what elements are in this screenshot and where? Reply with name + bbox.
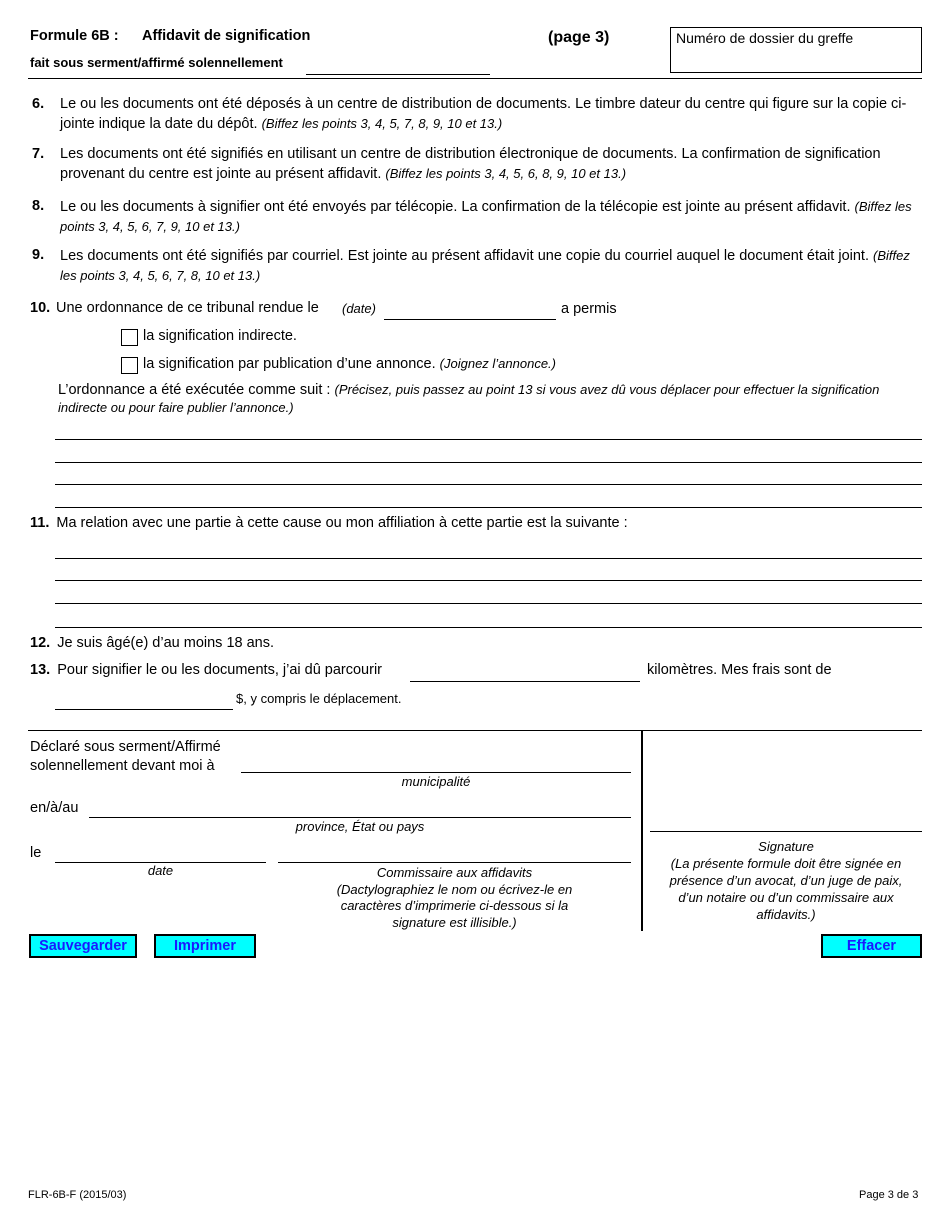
province-label: en/à/au <box>30 800 79 816</box>
executed-line-3[interactable] <box>55 484 922 485</box>
item-10-date-hint: (date) <box>342 301 376 316</box>
clear-button[interactable]: Effacer <box>821 934 922 958</box>
header-divider <box>28 78 922 79</box>
subtitle-underline <box>306 74 490 75</box>
item-6-number: 6. <box>32 96 45 112</box>
relation-line-3[interactable] <box>55 603 922 604</box>
indirect-service-label: la signification indirecte. <box>143 328 297 344</box>
item-6 <box>32 95 912 134</box>
signature-caption-title: Signature <box>758 839 814 854</box>
item-10 <box>30 300 50 316</box>
date-label: le <box>30 845 42 861</box>
item-9 <box>32 246 912 286</box>
item-11-text: Ma relation avec une partie à cette cause ou mon affiliation à cette partie est la suivante : <box>56 515 628 531</box>
item-8-text: Le ou les documents à signifier ont été envoyés par télécopie. La confirmation de la télécopie est jointe au présent affidavit. <box>60 199 851 215</box>
sworn-label-line-1: Déclaré sous serment/Affirmé <box>30 739 221 755</box>
item-10-text: Une ordonnance de ce tribunal rendue le <box>56 300 319 316</box>
publication-checkbox[interactable] <box>121 357 138 374</box>
print-button[interactable]: Imprimer <box>154 934 256 958</box>
form-subtitle: fait sous serment/affirmé solennellement <box>30 55 283 70</box>
form-number: Formule 6B : <box>30 28 119 44</box>
jurat-top-divider <box>28 730 922 731</box>
relation-line-2[interactable] <box>55 580 922 581</box>
order-executed-text <box>58 381 898 417</box>
item-9-text: Les documents ont été signifiés par courriel. Est jointe au présent affidavit une copie du courriel auquel le document était joint. <box>60 248 869 264</box>
item-8-number: 8. <box>32 198 45 214</box>
publication-label <box>143 356 556 372</box>
municipality-caption: municipalité <box>401 774 471 789</box>
executed-line-4[interactable] <box>55 507 922 508</box>
court-file-box[interactable] <box>670 27 922 73</box>
date-caption: date <box>147 863 174 878</box>
court-file-label: Numéro de dossier du greffe <box>676 30 854 46</box>
page-label: (page 3) <box>548 29 610 46</box>
jurat-date-field[interactable] <box>55 842 266 863</box>
commissioner-field[interactable] <box>278 842 631 863</box>
signature-line[interactable] <box>650 831 922 832</box>
costs-suffix: $, y compris le déplacement. <box>236 691 402 706</box>
item-13 <box>30 662 382 678</box>
commissioner-caption <box>322 865 587 931</box>
item-12 <box>30 635 274 651</box>
jurat-vertical-divider <box>641 731 643 931</box>
item-10-text-after: a permis <box>561 301 617 317</box>
item-9-note: (Biffez les points 3, 4, 5, 6, 7, 8, 10 et 13.) <box>60 248 910 283</box>
item-10-number: 10. <box>30 300 51 316</box>
item-13-number: 13. <box>30 662 51 678</box>
publication-note: (Joignez l’annonce.) <box>439 356 557 371</box>
item-7-number: 7. <box>32 146 45 162</box>
item-7 <box>32 145 912 184</box>
item-9-number: 9. <box>32 247 45 263</box>
commissioner-caption-title: Commissaire aux affidavits <box>376 865 533 880</box>
page-number: Page 3 de 3 <box>859 1189 919 1201</box>
order-executed-note: (Précisez, puis passez au point 13 si vous avez dû vous déplacer pour effectuer la signification indirecte ou pour faire publier l’annonce.) <box>58 382 880 415</box>
item-7-text: Les documents ont été signifiés en utilisant un centre de distribution électronique de documents. La confirmation de signification provenant du centre est jointe au présent affidavit. <box>60 146 881 182</box>
item-12-number: 12. <box>30 635 51 651</box>
sworn-label <box>30 738 221 776</box>
save-button[interactable]: Sauvegarder <box>29 934 137 958</box>
item-6-note: (Biffez les points 3, 4, 5, 7, 8, 9, 10 et 13.) <box>261 116 503 131</box>
relation-line-1[interactable] <box>55 558 922 559</box>
province-caption: province, État ou pays <box>295 819 425 834</box>
item-11 <box>30 515 628 531</box>
order-executed-label: L’ordonnance a été exécutée comme suit : <box>58 382 331 398</box>
item-12-text: Je suis âgé(e) d’au moins 18 ans. <box>57 635 275 651</box>
executed-line-1[interactable] <box>55 439 922 440</box>
relation-line-4[interactable] <box>55 627 922 628</box>
municipality-field[interactable] <box>241 752 631 773</box>
publication-label-text: la signification par publication d’une annonce. <box>143 356 436 372</box>
costs-field[interactable] <box>55 689 233 710</box>
sworn-label-line-2: solennellement devant moi à <box>30 758 215 774</box>
item-6-text: Le ou les documents ont été déposés à un centre de distribution de documents. Le timbre dateur du centre qui figure sur la copie ci-jointe indique la date du dépôt. <box>60 96 907 132</box>
item-11-number: 11. <box>30 515 50 531</box>
signature-caption-note: (La présente formule doit être signée en présence d’un avocat, d’un juge de paix, d’un notaire ou d’un commissaire aux affidavits.) <box>669 856 903 922</box>
executed-line-2[interactable] <box>55 462 922 463</box>
commissioner-caption-note: (Dactylographiez le nom ou écrivez-le en caractères d’imprimerie ci-dessous si la signature est illisible.) <box>336 881 573 930</box>
item-7-note: (Biffez les points 3, 4, 5, 6, 8, 9, 10 et 13.) <box>385 166 627 181</box>
order-date-field[interactable] <box>384 299 556 320</box>
item-13-text-after: kilomètres. Mes frais sont de <box>647 662 832 678</box>
form-title: Affidavit de signification <box>142 28 311 44</box>
province-field[interactable] <box>89 797 631 818</box>
item-8-note: (Biffez les points 3, 4, 5, 6, 7, 9, 10 et 13.) <box>60 199 912 234</box>
item-13-text: Pour signifier le ou les documents, j’ai dû parcourir <box>57 662 383 678</box>
kilometers-field[interactable] <box>410 661 640 682</box>
item-8 <box>32 197 912 237</box>
signature-caption <box>660 838 912 923</box>
indirect-service-checkbox[interactable] <box>121 329 138 346</box>
form-code: FLR-6B-F (2015/03) <box>28 1189 127 1201</box>
